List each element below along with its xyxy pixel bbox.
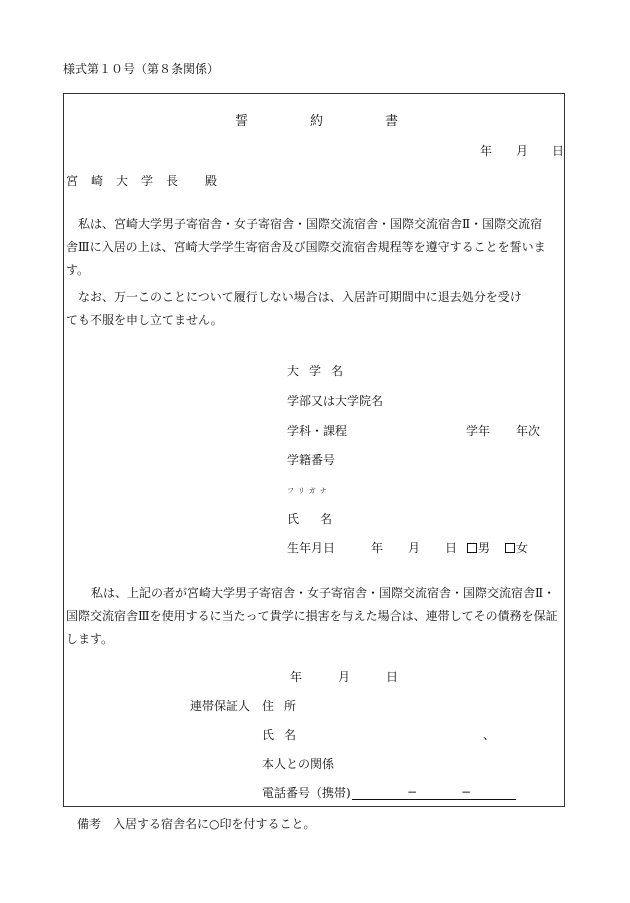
male-option[interactable]: [467, 542, 490, 554]
addressee-char: 崎: [91, 174, 104, 188]
addressee-char: 宮: [66, 174, 79, 188]
addressee-char: 学: [141, 174, 154, 188]
title-char-2: 約: [310, 114, 324, 129]
birth-month: 月: [408, 541, 421, 555]
student-name-label-1: 氏: [287, 512, 300, 526]
pledge-line-1: 私は、宮崎大学男子寄宿舎・女子寄宿舎・国際交流宿舎・国際交流宿舎Ⅱ・国際交流宿: [78, 217, 543, 231]
relation-label: 本人との関係: [262, 757, 335, 771]
birth-label: 生年月日: [287, 541, 336, 555]
phone-dash-2: −: [461, 785, 472, 799]
guarantor-date-day: 日: [386, 670, 399, 684]
pledge-line-3: す。: [66, 263, 90, 277]
guarantee-line-3: します。: [66, 632, 114, 646]
university-label-2: 学: [309, 364, 322, 378]
student-name-label-2: 名: [320, 512, 333, 526]
male-label: 男: [478, 541, 491, 555]
addressee-char: 長: [166, 174, 179, 188]
footnote: 備考 入居する宿舎名に○印を付すること。: [77, 817, 316, 831]
date-year: 年: [480, 144, 493, 158]
pledge-line-4: なお、万一このことについて履行しない場合は、入居許可期間中に退去処分を受け: [78, 290, 522, 304]
addressee-char: 殿: [205, 174, 218, 188]
pledge-line-2: 舎Ⅲに入居の上は、宮崎大学学生寄宿舎及び国際交流宿舎規程等を遵守することを誓いま: [66, 240, 546, 254]
phone-label: 電話番号（携帯): [262, 786, 351, 800]
guarantor-date-year: 年: [290, 670, 303, 684]
phone-dash-1: −: [407, 785, 418, 799]
female-option[interactable]: [505, 542, 528, 554]
guarantor-address-label-2: 所: [284, 699, 297, 713]
guarantor-date-month: 月: [338, 670, 351, 684]
birth-year: 年: [371, 541, 384, 555]
guarantor-name-label-1: 氏: [262, 728, 275, 742]
male-checkbox[interactable]: [467, 543, 477, 553]
title-char-3: 書: [385, 114, 399, 129]
guarantor-name-label-2: 名: [284, 728, 297, 742]
guarantee-line-1: 私は、上記の者が宮崎大学男子寄宿舎・女子寄宿舎・国際交流宿舎・国際交流宿舎Ⅱ・: [91, 586, 556, 600]
guarantor-address-label-1: 住: [262, 699, 275, 713]
guarantee-line-2: 国際交流宿舎Ⅲを使用するに当たって貴学に損害を与えた場合は、連帯してその債務を保証: [66, 609, 558, 623]
pledge-line-5: ても不服を申し立てません。: [66, 313, 223, 327]
female-label: 女: [516, 541, 529, 555]
student-id-label: 学籍番号: [287, 453, 336, 467]
phone-underline: [352, 799, 516, 800]
birth-day: 日: [445, 541, 458, 555]
addressee-char: 大: [116, 174, 129, 188]
female-checkbox[interactable]: [505, 543, 515, 553]
form-number: 様式第１０号（第８条関係）: [63, 62, 220, 76]
furigana-label: フリガナ: [287, 487, 331, 495]
guarantor-label: 連帯保証人: [190, 699, 251, 713]
date-day: 日: [552, 144, 565, 158]
department-label: 学科・課程: [287, 424, 348, 438]
university-label-3: 名: [331, 364, 344, 378]
faculty-label: 学部又は大学院名: [287, 394, 384, 408]
university-label-1: 大: [287, 364, 300, 378]
form-frame: [63, 93, 565, 807]
guarantor-name-comma: 、: [483, 728, 496, 742]
year-of-study-label: 年次: [516, 424, 541, 438]
grade-label: 学年: [466, 424, 491, 438]
date-month: 月: [516, 144, 529, 158]
title-char-1: 誓: [235, 114, 249, 129]
